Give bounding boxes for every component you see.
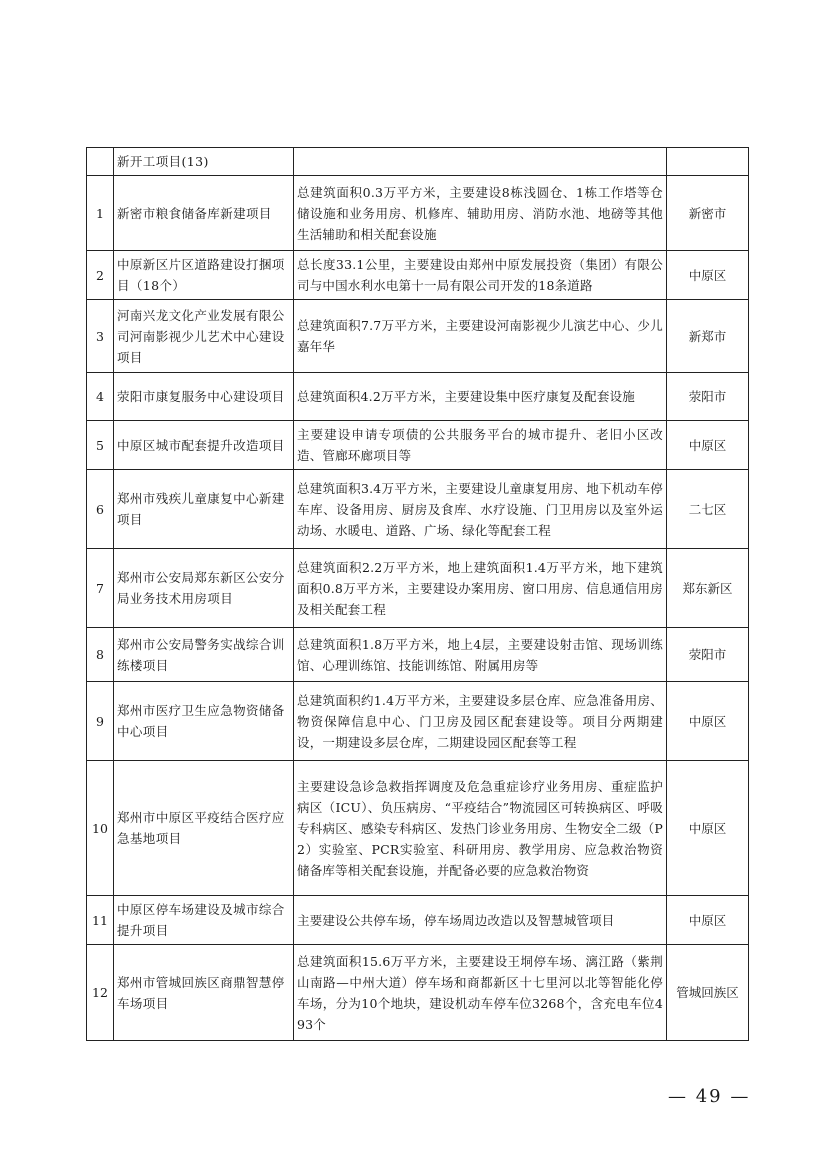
- row-number: 2: [87, 251, 114, 300]
- project-name: 中原区城市配套提升改造项目: [114, 421, 294, 470]
- project-location: 中原区: [667, 251, 749, 300]
- project-table: [86, 147, 749, 1041]
- project-location: 荥阳市: [667, 628, 749, 682]
- project-description: 总建筑面积7.7万平方米，主要建设河南影视少儿演艺中心、少儿嘉年华: [294, 300, 667, 373]
- project-name: 郑州市医疗卫生应急物资储备中心项目: [114, 682, 294, 761]
- row-number: 11: [87, 896, 114, 945]
- project-name: 中原区停车场建设及城市综合提升项目: [114, 896, 294, 945]
- project-location: 荥阳市: [667, 373, 749, 421]
- project-name: 新密市粮食储备库新建项目: [114, 176, 294, 251]
- row-number: 12: [87, 945, 114, 1041]
- project-description: 总长度33.1公里，主要建设由郑州中原发展投资（集团）有限公司与中国水利水电第十一局有限公司开发的18条道路: [294, 251, 667, 300]
- project-name: 郑州市残疾儿童康复中心新建项目: [114, 470, 294, 549]
- section-desc-cell: [294, 148, 667, 176]
- project-location: 中原区: [667, 761, 749, 896]
- project-name: 河南兴龙文化产业发展有限公司河南影视少儿艺术中心建设项目: [114, 300, 294, 373]
- project-location: 新密市: [667, 176, 749, 251]
- table-row: [87, 896, 749, 945]
- project-name: 郑州市管城回族区商鼎智慧停车场项目: [114, 945, 294, 1041]
- project-location: 郑东新区: [667, 549, 749, 628]
- table-row: [87, 300, 749, 373]
- project-location: 中原区: [667, 896, 749, 945]
- project-description: 总建筑面积4.2万平方米，主要建设集中医疗康复及配套设施: [294, 373, 667, 421]
- project-location: 二七区: [667, 470, 749, 549]
- section-title: 新开工项目(13): [114, 148, 294, 176]
- project-name: 郑州市公安局郑东新区公安分局业务技术用房项目: [114, 549, 294, 628]
- project-description: 总建筑面积约1.4万平方米，主要建设多层仓库、应急准备用房、物资保障信息中心、门卫房及园区配套建设等。项目分两期建设，一期建设多层仓库，二期建设园区配套等工程: [294, 682, 667, 761]
- table-row: [87, 549, 749, 628]
- row-number: 6: [87, 470, 114, 549]
- row-number: 5: [87, 421, 114, 470]
- table-row: [87, 628, 749, 682]
- project-location: 新郑市: [667, 300, 749, 373]
- row-number: 1: [87, 176, 114, 251]
- project-description: 总建筑面积2.2万平方米，地上建筑面积1.4万平方米，地下建筑面积0.8万平方米，主要建设办案用房、窗口用房、信息通信用房及相关配套工程: [294, 549, 667, 628]
- page-number: — 49 —: [668, 1086, 751, 1107]
- section-loc-cell: [667, 148, 749, 176]
- table-row: [87, 176, 749, 251]
- project-name: 郑州市中原区平疫结合医疗应急基地项目: [114, 761, 294, 896]
- project-name: 郑州市公安局警务实战综合训练楼项目: [114, 628, 294, 682]
- project-description: 主要建设申请专项债的公共服务平台的城市提升、老旧小区改造、管廊环廊项目等: [294, 421, 667, 470]
- row-number: 7: [87, 549, 114, 628]
- project-description: 总建筑面积0.3万平方米，主要建设8栋浅圆仓、1栋工作塔等仓储设施和业务用房、机修库、辅助用房、消防水池、地磅等其他生活辅助和相关配套设施: [294, 176, 667, 251]
- project-description: 总建筑面积15.6万平方米，主要建设王垌停车场、漓江路（紫荆山南路—中州大道）停车场和商都新区十七里河以北等智能化停车场，分为10个地块，建设机动车停车位3268个，含充电车位493个: [294, 945, 667, 1041]
- project-description: 总建筑面积1.8万平方米，地上4层，主要建设射击馆、现场训练馆、心理训练馆、技能训练馆、附属用房等: [294, 628, 667, 682]
- project-description: 总建筑面积3.4万平方米，主要建设儿童康复用房、地下机动车停车库、设备用房、厨房及食库、水疗设施、门卫用房以及室外运动场、水暖电、道路、广场、绿化等配套工程: [294, 470, 667, 549]
- section-no-cell: [87, 148, 114, 176]
- table-row: [87, 945, 749, 1041]
- row-number: 9: [87, 682, 114, 761]
- project-location: 管城回族区: [667, 945, 749, 1041]
- row-number: 10: [87, 761, 114, 896]
- project-name: 中原新区片区道路建设打捆项目（18个）: [114, 251, 294, 300]
- row-number: 4: [87, 373, 114, 421]
- project-description: 主要建设急诊急救指挥调度及危急重症诊疗业务用房、重症监护病区（ICU）、负压病房、“平疫结合”物流园区可转换病区、呼吸专科病区、感染专科病区、发热门诊业务用房、生物安全二级（P2）实验室、PCR实验室、科研用房、教学用房、应急救治物资储备库等相关配套设施，并配备必要的应急救治物资: [294, 761, 667, 896]
- project-location: 中原区: [667, 421, 749, 470]
- section-header-row: [87, 148, 749, 176]
- table-row: [87, 682, 749, 761]
- row-number: 8: [87, 628, 114, 682]
- project-location: 中原区: [667, 682, 749, 761]
- row-number: 3: [87, 300, 114, 373]
- table-row: [87, 470, 749, 549]
- project-description: 主要建设公共停车场，停车场周边改造以及智慧城管项目: [294, 896, 667, 945]
- table-row: [87, 761, 749, 896]
- table-row: [87, 421, 749, 470]
- table-row: [87, 251, 749, 300]
- table-row: [87, 373, 749, 421]
- project-name: 荥阳市康复服务中心建设项目: [114, 373, 294, 421]
